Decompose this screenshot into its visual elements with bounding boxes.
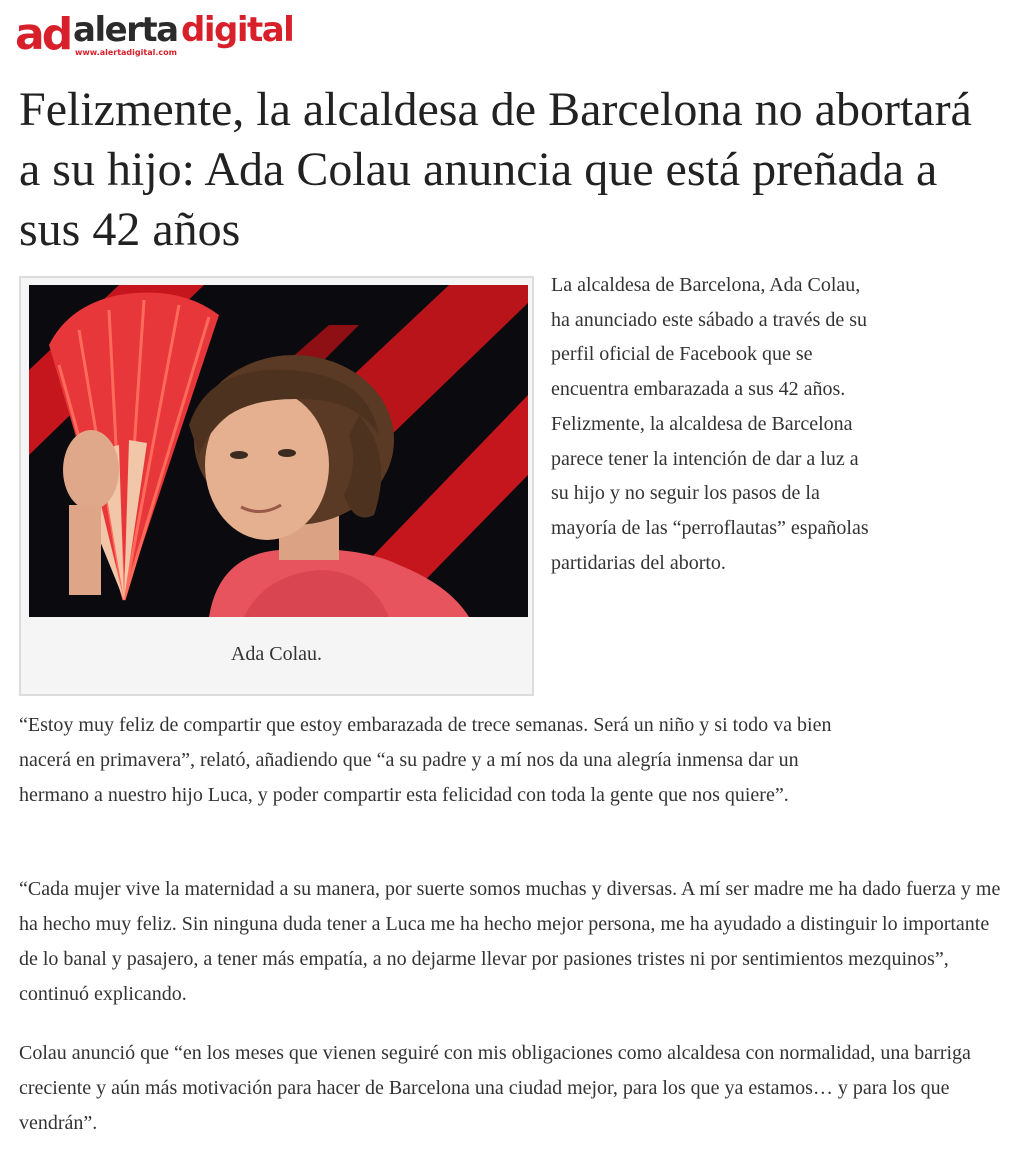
- logo-word-alerta: alerta: [73, 10, 178, 50]
- article-headline: Felizmente, la alcaldesa de Barcelona no abortará a su hijo: Ada Colau anuncia que está preñada a sus 42 años: [19, 83, 972, 256]
- logo-mark: ad: [15, 9, 71, 60]
- logo-url: www.alertadigital.com: [75, 48, 177, 57]
- article-paragraph-3: “Cada mujer vive la maternidad a su manera, por suerte somos muchas y diversas. A mí ser madre me ha dado fuerza y me ha hecho muy feliz. Sin ninguna duda tener a Luca me ha hecho mejor persona, me ha ayudado a distinguir lo importante de lo banal y pasajero, a tener más empatía, a no dejarme llevar por pasiones tristes ni por sentimientos mezquinos”, continuó explicando.: [19, 878, 1001, 1005]
- article-figure: [19, 276, 534, 696]
- article-paragraph-4: Colau anunció que “en los meses que vienen seguiré con mis obligaciones como alcaldesa con normalidad, una barriga creciente y aún más motivación para hacer de Barcelona una ciudad mejor, para los que ya estamos… y para los que vendrán”.: [19, 1042, 971, 1134]
- article-paragraph-1: La alcaldesa de Barcelona, Ada Colau, ha anunciado este sábado a través de su perfil oficial de Facebook que se encuentra embarazada a sus 42 años. Felizmente, la alcaldesa de Barcelona parece tener la intención de dar a luz a su hijo y no seguir los pasos de la mayoría de las “perroflautas” españolas partidarias del aborto.: [551, 274, 869, 574]
- site-logo[interactable]: [15, 10, 315, 60]
- photo-woman-with-red-fan: [29, 285, 528, 617]
- logo-word-digital: digital: [181, 10, 294, 50]
- article-paragraph-2: “Estoy muy feliz de compartir que estoy embarazada de trece semanas. Será un niño y si todo va bien nacerá en primavera”, relató, añadiendo que “a su padre y a mí nos da una alegría inmensa dar un hermano a nuestro hijo Luca, y poder compartir esta felicidad con toda la gente que nos quiere”.: [19, 714, 832, 806]
- figure-caption: Ada Colau.: [230, 643, 323, 665]
